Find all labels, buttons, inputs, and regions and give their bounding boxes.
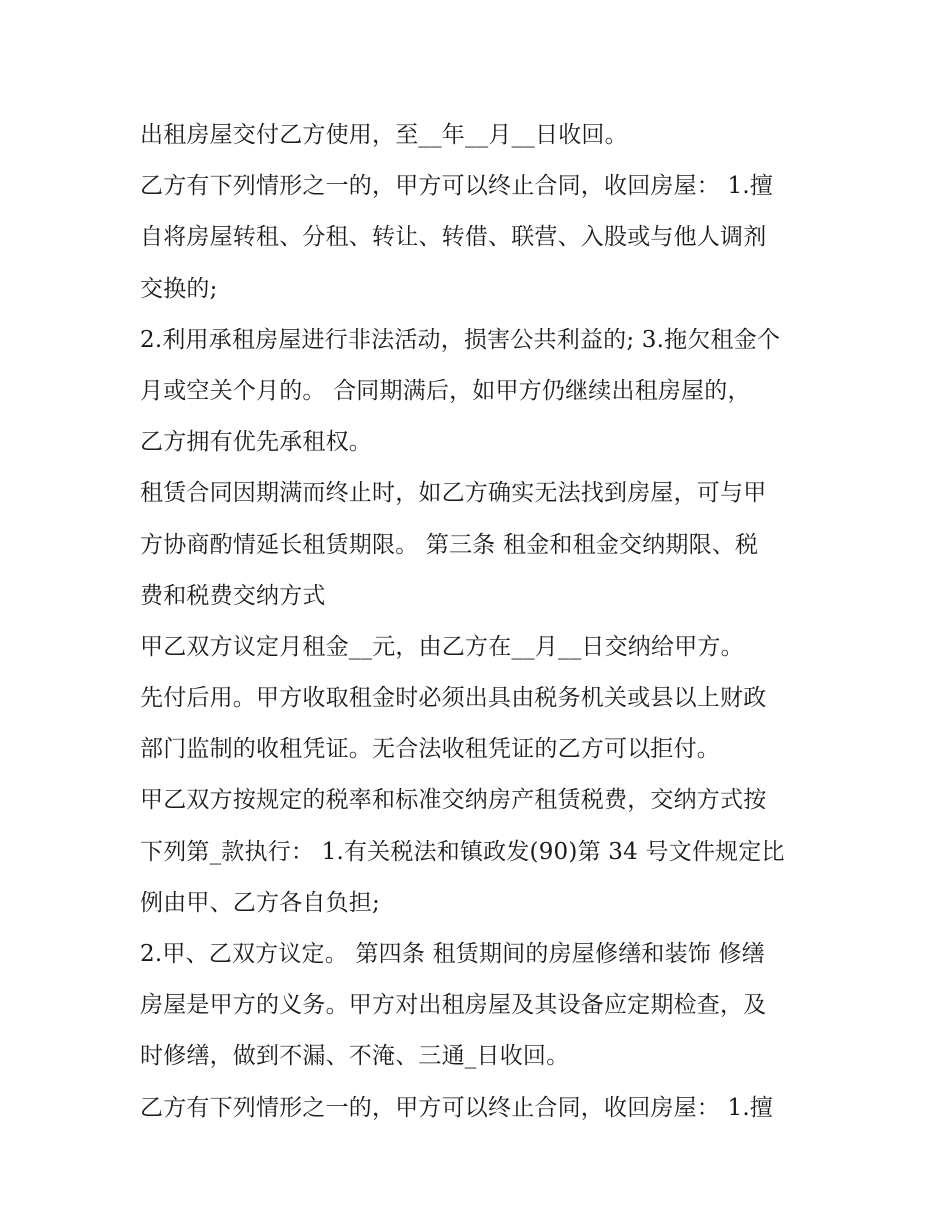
- text-line: 费和税费交纳方式: [140, 582, 326, 609]
- text-line: 乙方拥有优先承租权。: [140, 429, 372, 456]
- text-line: 出租房屋交付乙方使用，至__年__月__日收回。: [140, 122, 628, 148]
- text-line: 例由甲、乙方各自负担;: [140, 889, 380, 916]
- text-line: 甲乙双方按规定的税率和标准交纳房产租赁税费，交纳方式按: [140, 787, 767, 814]
- text-line: 下列第_款执行： 1.有关税法和镇政发(90)第 34 号文件规定比: [140, 838, 785, 865]
- document-body: [140, 110, 820, 1134]
- text-line: 时修缮，做到不漏、不淹、三通_日收回。: [140, 1043, 570, 1070]
- text-line: 先付后用。甲方收取租金时必须出具由税务机关或县以上财政: [140, 685, 767, 712]
- text-line: 甲乙双方议定月租金__元，由乙方在__月__日交纳给甲方。: [140, 633, 744, 660]
- text-line: 部门监制的收租凭证。无合法收租凭证的乙方可以拒付。: [140, 736, 720, 763]
- text-line: 乙方有下列情形之一的，甲方可以终止合同，收回房屋： 1.擅: [140, 173, 774, 200]
- text-line: 自将房屋转租、分租、转让、转借、联营、入股或与他人调剂: [140, 224, 767, 251]
- text-line: 方协商酌情延长租赁期限。 第三条 租金和租金交纳期限、税: [140, 531, 759, 558]
- text-line: 乙方有下列情形之一的，甲方可以终止合同，收回房屋： 1.擅: [140, 1094, 774, 1121]
- text-line: 2.甲、乙双方议定。 第四条 租赁期间的房屋修缮和装饰 修缮: [140, 941, 765, 967]
- text-line: 租赁合同因期满而终止时，如乙方确实无法找到房屋，可与甲: [140, 480, 767, 507]
- text-line: 房屋是甲方的义务。甲方对出租房屋及其设备应定期检查，及: [140, 992, 767, 1019]
- text-line: 月或空关个月的。 合同期满后，如甲方仍继续出租房屋的，: [140, 377, 751, 404]
- text-line: 交换的;: [140, 275, 218, 302]
- text-line: 2.利用承租房屋进行非法活动，损害公共利益的; 3.拖欠租金个: [140, 326, 781, 353]
